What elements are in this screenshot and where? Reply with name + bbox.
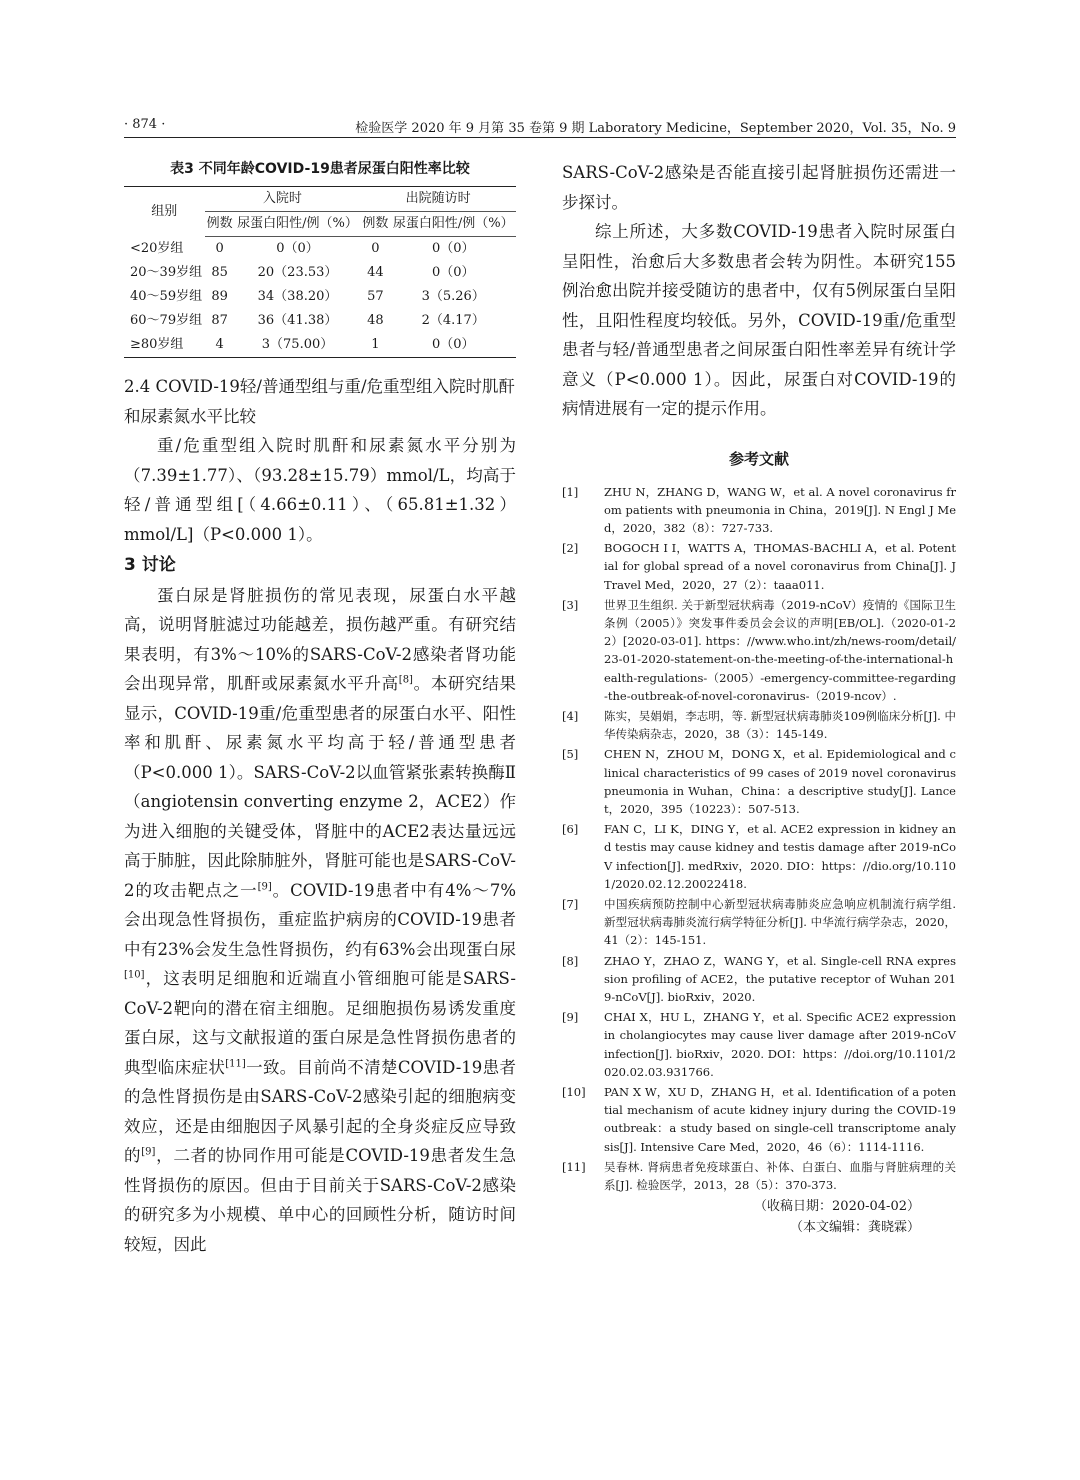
table-row: [124, 261, 516, 285]
row-admission-rate: 36（41.38）: [257, 313, 338, 328]
reference-number: [10]: [562, 1085, 586, 1099]
received-date: （收稿日期：2020-04-02）: [754, 1199, 920, 1215]
reference-text: 陈实，吴娟娟，李志明，等. 新型冠状病毒肺炎109例临床分析[J]. 中华传染病杂志，2020，38（3）：145-149.: [604, 708, 956, 742]
header-followup-rate: 尿蛋白阳性/例（%）: [390, 212, 516, 237]
editor-note: （本文编辑：龚晓霖）: [789, 1220, 920, 1236]
discussion-text: 蛋白尿是肾脏损伤的常见表现，尿蛋白水平越高，说明肾脏滤过功能越差，损伤越严重。有研究结果表明，有3%～10%的SARS-CoV-2感染者肾功能会出现异常，肌酐或尿素氮水平升高: [124, 585, 516, 693]
table-row: [124, 333, 516, 358]
row-followup-rate: 0（0）: [431, 265, 475, 280]
row-admission-cases: 89: [211, 289, 228, 304]
reference-item: [562, 820, 956, 893]
table-row: [124, 237, 516, 262]
reference-text: ZHAO Y，ZHAO Z，WANG Y，et al. Single-cell RNA expression profiling of ACE2，the putative receptor of Wuhan 2019-nCoV[J]. bioRxiv，2020.: [604, 953, 956, 1004]
reference-number: [8]: [562, 953, 579, 968]
citation[interactable]: [9]: [141, 1146, 156, 1158]
row-admission-rate: 0（0）: [276, 241, 319, 256]
row-admission-cases: 85: [211, 265, 228, 280]
discussion-text: ，这表明足细胞和近端直小管细胞可能是SARS-CoV-2靶向的潜在宿主细胞。足细胞损伤易诱发重度蛋白尿，这与文献报道的蛋白尿是急性肾损伤患者的典型临床症状: [124, 969, 516, 1077]
row-followup-rate: 0（0）: [390, 333, 516, 358]
running-header: 检验医学 2020 年 9 月第 35 卷第 9 期 Laboratory Medicine，September 2020，Vol. 35，No. 9: [355, 121, 956, 136]
reference-text: 中国疾病预防控制中心新型冠状病毒肺炎应急响应机制流行病学组. 新型冠状病毒肺炎流行病学特征分析[J]. 中华流行病学杂志，2020，41（2）：145-151.: [604, 896, 956, 948]
reference-number: [7]: [562, 896, 579, 911]
section-2-4-title: 2.4 COVID-19轻/普通型组与重/危重型组入院时肌酐和尿素氮水平比较: [124, 377, 516, 426]
header-rule: [124, 137, 956, 138]
header-followup-cases: 例数: [360, 212, 390, 237]
reference-list: [562, 483, 956, 1195]
row-admission-cases: 0: [215, 241, 224, 256]
row-followup-cases: 48: [367, 313, 384, 328]
row-admission-cases: 4: [205, 333, 235, 358]
page-number: · 874 ·: [124, 117, 166, 132]
row-followup-rate: 2（4.17）: [421, 313, 485, 328]
row-followup-cases: 1: [360, 333, 390, 358]
row-group: 20～39岁组: [130, 265, 203, 280]
reference-number: [3]: [562, 597, 579, 612]
row-followup-cases: 0: [371, 241, 380, 256]
right-column: [562, 158, 956, 1238]
row-followup-rate: 3（5.26）: [421, 289, 485, 304]
discussion-text: ，二者的协同作用可能是COVID-19患者发生急性肾损伤的原因。但由于目前关于SARS-CoV-2感染的研究多为小规模、单中心的回顾性分析，随访时间较短，因此: [124, 1146, 516, 1254]
row-followup-rate: 0（0）: [431, 241, 475, 256]
reference-item: [562, 1008, 956, 1081]
row-admission-rate: 34（38.20）: [257, 289, 338, 304]
row-followup-cases: 44: [367, 265, 384, 280]
reference-text: 吴春林. 肾病患者免疫球蛋白、补体、白蛋白、血脂与肾脏病理的关系[J]. 检验医学，2013，28（5）：370-373.: [604, 1159, 956, 1193]
citation[interactable]: [8]: [398, 674, 413, 686]
header-admission: 入院时: [205, 187, 361, 212]
reference-text[interactable]: CHAI X，HU L，ZHANG Y，et al. Specific ACE2 expression in cholangiocytes may cause liver damage after 2019-nCoV infection[J]. bioRxiv，2020. DOI：https：//doi.org/10.1101/2020.02.03.931766.: [604, 1010, 956, 1079]
row-group: 40～59岁组: [130, 289, 203, 304]
reference-text[interactable]: 世界卫生组织. 关于新型冠状病毒（2019-nCoV）疫情的《国际卫生条例（2005）》突发事件委员会会议的声明[EB/OL].（2020-01-22）[2020-03-01]. https：//www.who.int/zh/news-room/detail/23-01-2020-statement-on-the-meeting-of-the-international-health-regulations-（2005）-emergency-committee-regarding-the-outbreak-of-novel-coronavirus-（2019-ncov）.: [604, 597, 956, 703]
reference-item: [562, 707, 956, 743]
reference-number: [11]: [562, 1159, 586, 1174]
references-title: 参考文献: [728, 449, 789, 468]
reference-item: [562, 596, 956, 705]
left-column: [124, 158, 516, 1259]
reference-number: [5]: [562, 747, 579, 762]
age-group-table: [124, 186, 516, 358]
header-admission-rate: 尿蛋白阳性/例（%）: [235, 212, 361, 237]
row-admission-cases: 87: [211, 313, 228, 328]
row-group: 60～79岁组: [130, 313, 203, 328]
discussion-continuation: SARS-CoV-2感染是否能直接引起肾脏损伤还需进一步探讨。: [562, 163, 956, 212]
reference-number: [2]: [562, 541, 579, 556]
table-row: [124, 285, 516, 309]
row-group: ≥80岁组: [124, 333, 205, 358]
reference-item: [562, 1083, 956, 1156]
reference-item: [562, 539, 956, 594]
reference-item: [562, 895, 956, 950]
reference-text: ZHU N，ZHANG D，WANG W，et al. A novel coronavirus from patients with pneumonia in China，2019[J]. N Engl J Med，2020，382（8）：727-733.: [604, 484, 956, 535]
reference-item: [562, 1158, 956, 1194]
row-followup-cases: 57: [367, 289, 384, 304]
discussion-text: 一致。目前尚不清楚COVID-19患者的急性肾损伤是由SARS-CoV-2感染引起的细胞病变效应，还是由细胞因子风暴引起的全身炎症反应导致的: [124, 1057, 516, 1165]
header-followup: 出院随访时: [360, 187, 516, 212]
discussion-text: 。COVID-19患者中有4%～7%会出现急性肾损伤，重症监护病房的COVID-19患者中有23%会发生急性肾损伤，约有63%会出现蛋白尿: [124, 880, 516, 959]
reference-item: [562, 952, 956, 1007]
reference-text: CHEN N，ZHOU M，DONG X，et al. Epidemiological and clinical characteristics of 99 cases of 2019 novel coronavirus pneumonia in Wuhan，China：a descriptive study[J]. Lancet，2020，395（10223）：507-513.: [604, 747, 956, 816]
row-admission-rate: 3（75.00）: [235, 333, 361, 358]
citation[interactable]: [9]: [257, 881, 272, 892]
citation[interactable]: [10]: [124, 969, 145, 981]
row-group: <20岁组: [130, 240, 184, 256]
reference-text[interactable]: FAN C，LI K，DING Y，et al. ACE2 expression in kidney and testis may cause kidney and testis damage after 2019-nCoV infection[J]. medRxiv，2020. DIO：https：//dio.org/10.1101/2020.02.12.20022418.: [604, 822, 956, 891]
reference-text: BOGOCH I I，WATTS A，THOMAS-BACHLI A，et al. Potential for global spread of a novel coronavirus from China[J]. J Travel Med，2020，27（2）：taaa011.: [604, 541, 956, 592]
discussion-paragraph: [124, 581, 516, 1260]
reference-text: PAN X W，XU D，ZHANG H，et al. Identification of a potential mechanism of acute kidney injury during the COVID-19 outbreak：a study based on single-cell transcriptome analysis[J]. Intensive Care Med，2020，46（6）：1114-1116.: [604, 1085, 956, 1154]
row-admission-rate: 20（23.53）: [257, 265, 338, 280]
table-row: [124, 309, 516, 333]
header-group: 组别: [124, 187, 205, 237]
reference-item: [562, 483, 956, 538]
reference-item: [562, 745, 956, 818]
table-caption: 表3 不同年龄COVID-19患者尿蛋白阳性率比较: [170, 161, 470, 177]
section-3-title: 3 讨论: [124, 555, 176, 575]
reference-number: [1]: [562, 484, 579, 499]
summary-paragraph: 综上所述，大多数COVID-19患者入院时尿蛋白呈阳性，治愈后大多数患者会转为阴性。本研究155例治愈出院并接受随访的患者中，仅有5例尿蛋白呈阳性，且阳性程度均较低。另外，COVID-19重/危重型患者与轻/普通型患者之间尿蛋白阳性率差异有统计学意义（P<0.000 1）。因此，尿蛋白对COVID-19的病情进展有一定的提示作用。: [562, 222, 956, 418]
discussion-text: 。本研究结果显示，COVID-19重/危重型患者的尿蛋白水平、阳性率和肌酐、尿素氮水平均高于轻/普通型患者（P<0.000 1）。SARS-CoV-2以血管紧张素转换酶Ⅱ（angiotensin converting enzyme 2，ACE2）作为进入细胞的关键受体，肾脏中的ACE2表达量远远高于肺脏，因此除肺脏外，肾脏可能也是SARS-CoV-2的攻击靶点之一: [124, 674, 517, 900]
reference-number: [4]: [562, 708, 579, 723]
header-admission-cases: 例数: [205, 212, 235, 237]
reference-number: [9]: [562, 1010, 579, 1025]
citation[interactable]: [11]: [225, 1058, 246, 1069]
section-2-4-body: 重/危重型组入院时肌酐和尿素氮水平分别为（7.39±1.77）、（93.28±15.79）mmol/L，均高于轻/普通型组[（4.66±0.11）、（65.81±1.32）mmol/L]（P<0.000 1）。: [124, 436, 516, 544]
reference-number: [6]: [562, 822, 579, 837]
